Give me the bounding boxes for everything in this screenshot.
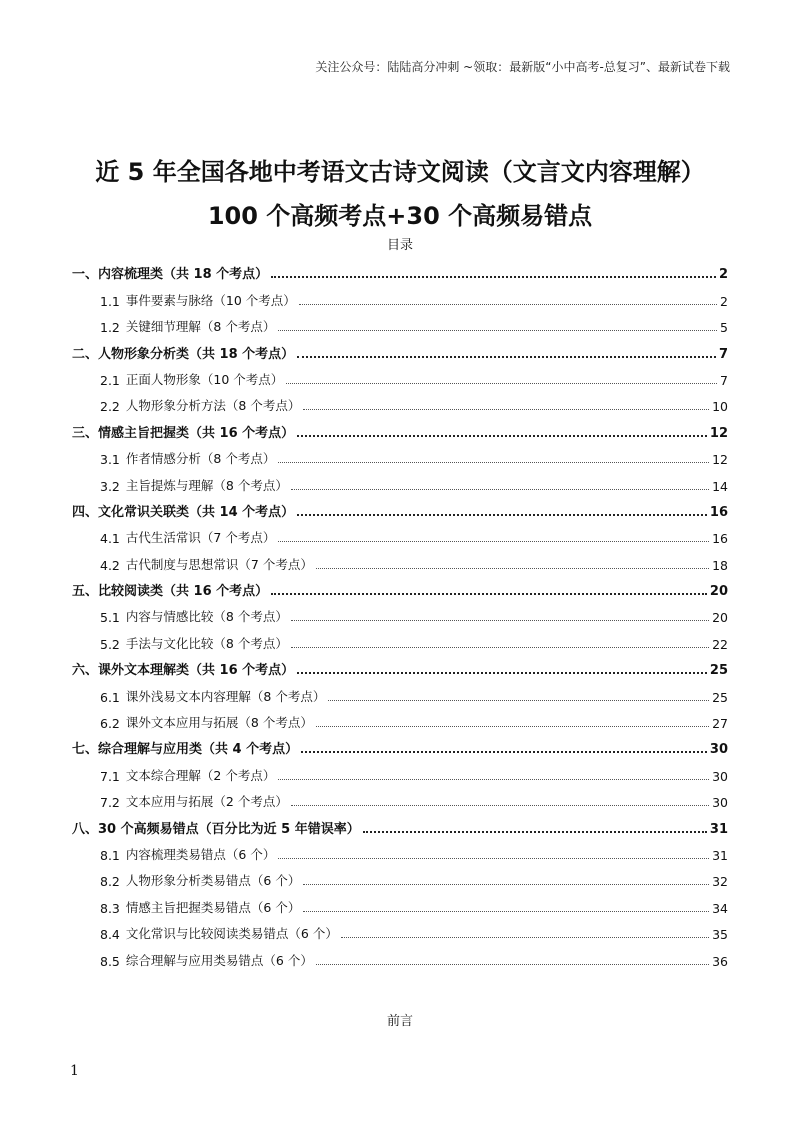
title-line-2: 100 个高频考点+30 个高频易错点 — [207, 202, 593, 230]
toc-entry-page: 5 — [720, 320, 728, 336]
toc-entry-title: 内容与情感比较（8 个考点） — [125, 609, 288, 625]
toc-subsection-entry[interactable] — [72, 784, 728, 810]
toc-subsection-entry[interactable] — [72, 467, 728, 493]
toc-entry-page: 36 — [712, 953, 728, 969]
toc-subsection-entry[interactable] — [72, 705, 728, 731]
toc-entry-title: 文化常识与比较阅读类易错点（6 个） — [125, 926, 338, 942]
document-title — [0, 150, 800, 238]
toc-entry-title: 人物形象分析方法（8 个考点） — [125, 398, 301, 414]
toc-section-entry[interactable] — [72, 731, 728, 757]
toc-entry-page: 18 — [712, 557, 728, 573]
toc-entry-page: 2 — [718, 267, 728, 283]
toc-section-entry[interactable] — [72, 573, 728, 599]
toc-subsection-entry[interactable] — [72, 889, 728, 915]
toc-dot-leader — [316, 568, 709, 569]
toc-section-entry[interactable] — [72, 494, 728, 520]
toc-entry-number: 6.2 — [100, 716, 120, 732]
toc-dot-leader — [278, 779, 709, 780]
toc-heading: 目录 — [386, 238, 413, 253]
toc-entry-number: 1.1 — [100, 293, 120, 309]
toc-section-entry[interactable] — [72, 810, 728, 836]
toc-entry-page: 7 — [718, 346, 728, 362]
toc-subsection-entry[interactable] — [72, 309, 728, 335]
toc-entry-title: 情感主旨把握类易错点（6 个） — [125, 899, 301, 915]
toc-entry-number: 4.1 — [100, 531, 120, 547]
toc-dot-leader — [341, 937, 709, 938]
toc-dot-leader — [316, 964, 709, 965]
toc-entry-page: 31 — [709, 821, 728, 837]
toc-entry-page: 34 — [712, 900, 728, 916]
toc-entry-number: 7.1 — [100, 768, 120, 784]
toc-entry-page: 31 — [712, 847, 728, 863]
toc-subsection-entry[interactable] — [72, 520, 728, 546]
toc-entry-page: 2 — [720, 293, 728, 309]
toc-dot-leader — [291, 620, 709, 621]
toc-entry-number: 1.2 — [100, 320, 120, 336]
toc-dot-leader — [328, 700, 709, 701]
toc-dot-leader — [271, 593, 707, 595]
toc-entry-number: 2.2 — [100, 399, 120, 415]
toc-entry-title: 一、内容梳理类（共 18 个考点） — [72, 267, 269, 283]
toc-section-entry[interactable] — [72, 335, 728, 361]
toc-dot-leader — [278, 541, 709, 542]
toc-entry-page: 30 — [709, 742, 728, 758]
toc-entry-title: 古代生活常识（7 个考点） — [125, 530, 276, 546]
toc-entry-title: 文本应用与拓展（2 个考点） — [125, 794, 288, 810]
page-number: 1 — [70, 1063, 79, 1079]
toc-entry-page: 20 — [709, 584, 728, 600]
toc-entry-number: 8.5 — [100, 953, 120, 969]
toc-entry-number: 4.2 — [100, 557, 120, 573]
toc-subsection-entry[interactable] — [72, 441, 728, 467]
toc-subsection-entry[interactable] — [72, 863, 728, 889]
toc-entry-page: 32 — [712, 874, 728, 890]
toc-subsection-entry[interactable] — [72, 599, 728, 625]
toc-entry-number: 2.1 — [100, 372, 120, 388]
toc-subsection-entry[interactable] — [72, 837, 728, 863]
toc-subsection-entry[interactable] — [72, 625, 728, 651]
toc-entry-title: 二、人物形象分析类（共 18 个考点） — [72, 346, 295, 362]
toc-entry-title: 七、综合理解与应用类（共 4 个考点） — [72, 742, 299, 758]
toc-dot-leader — [291, 805, 709, 806]
toc-entry-title: 主旨提炼与理解（8 个考点） — [125, 477, 288, 493]
toc-dot-leader — [297, 356, 716, 358]
toc-entry-number: 8.2 — [100, 874, 120, 890]
toc-entry-page: 7 — [720, 372, 728, 388]
toc-entry-number: 8.4 — [100, 927, 120, 943]
toc-dot-leader — [297, 435, 707, 437]
toc-entry-title: 正面人物形象（10 个考点） — [125, 371, 284, 387]
toc-dot-leader — [299, 304, 717, 305]
toc-entry-number: 6.1 — [100, 689, 120, 705]
toc-dot-leader — [278, 462, 709, 463]
toc-subsection-entry[interactable] — [72, 362, 728, 388]
toc-dot-leader — [303, 884, 709, 885]
toc-dot-leader — [291, 647, 709, 648]
toc-section-entry[interactable] — [72, 414, 728, 440]
toc-dot-leader — [278, 858, 709, 859]
toc-entry-title: 手法与文化比较（8 个考点） — [125, 635, 288, 651]
toc-dot-leader — [297, 672, 707, 674]
toc-entry-page: 10 — [712, 399, 728, 415]
toc-entry-title: 作者情感分析（8 个考点） — [125, 451, 276, 467]
toc-entry-number: 3.2 — [100, 478, 120, 494]
toc-entry-title: 人物形象分析类易错点（6 个） — [125, 873, 301, 889]
toc-entry-title: 关键细节理解（8 个考点） — [125, 319, 276, 335]
table-of-contents — [72, 256, 728, 969]
toc-entry-page: 12 — [709, 425, 728, 441]
toc-entry-number: 8.1 — [100, 847, 120, 863]
toc-entry-page: 22 — [712, 636, 728, 652]
toc-entry-title: 古代制度与思想常识（7 个考点） — [125, 556, 313, 572]
toc-entry-page: 20 — [712, 610, 728, 626]
toc-subsection-entry[interactable] — [72, 546, 728, 572]
toc-dot-leader — [303, 911, 709, 912]
toc-entry-page: 30 — [712, 768, 728, 784]
toc-entry-page: 16 — [709, 504, 728, 520]
toc-subsection-entry[interactable] — [72, 916, 728, 942]
toc-section-entry[interactable] — [72, 256, 728, 282]
toc-entry-number: 5.2 — [100, 636, 120, 652]
toc-entry-title: 文本综合理解（2 个考点） — [125, 767, 276, 783]
toc-section-entry[interactable] — [72, 652, 728, 678]
toc-entry-title: 六、课外文本理解类（共 16 个考点） — [72, 663, 295, 679]
toc-entry-page: 25 — [709, 663, 728, 679]
toc-entry-number: 7.2 — [100, 795, 120, 811]
toc-subsection-entry[interactable] — [72, 388, 728, 414]
toc-entry-page: 35 — [712, 927, 728, 943]
toc-entry-page: 16 — [712, 531, 728, 547]
toc-dot-leader — [291, 489, 709, 490]
toc-entry-page: 27 — [712, 716, 728, 732]
toc-dot-leader — [363, 831, 707, 833]
toc-subsection-entry[interactable] — [72, 282, 728, 308]
toc-subsection-entry[interactable] — [72, 678, 728, 704]
toc-entry-title: 四、文化常识关联类（共 14 个考点） — [72, 504, 295, 520]
title-line-1: 近 5 年全国各地中考语文古诗文阅读（文言文内容理解） — [95, 158, 705, 186]
toc-entry-title: 事件要素与脉络（10 个考点） — [125, 292, 296, 308]
toc-entry-title: 八、30 个高频易错点（百分比为近 5 年错误率） — [72, 821, 360, 837]
toc-entry-page: 14 — [712, 478, 728, 494]
foreword-heading: 前言 — [386, 1014, 413, 1029]
toc-entry-title: 三、情感主旨把握类（共 16 个考点） — [72, 425, 295, 441]
toc-dot-leader — [278, 330, 717, 331]
toc-entry-page: 25 — [712, 689, 728, 705]
toc-entry-page: 12 — [712, 452, 728, 468]
toc-entry-number: 5.1 — [100, 610, 120, 626]
toc-dot-leader — [271, 276, 716, 278]
toc-entry-title: 课外浅易文本内容理解（8 个考点） — [125, 688, 326, 704]
toc-dot-leader — [316, 726, 709, 727]
toc-subsection-entry[interactable] — [72, 757, 728, 783]
toc-entry-title: 内容梳理类易错点（6 个） — [125, 846, 276, 862]
toc-dot-leader — [297, 514, 707, 516]
toc-entry-title: 课外文本应用与拓展（8 个考点） — [125, 715, 313, 731]
header-note: 关注公众号：陆陆高分冲刺 ~领取：最新版“小中高考-总复习”、最新试卷下载 — [315, 60, 730, 74]
toc-entry-title: 综合理解与应用类易错点（6 个） — [125, 952, 313, 968]
toc-dot-leader — [286, 383, 717, 384]
toc-dot-leader — [303, 409, 709, 410]
toc-entry-page: 30 — [712, 795, 728, 811]
toc-subsection-entry[interactable] — [72, 942, 728, 968]
toc-dot-leader — [301, 751, 707, 753]
toc-entry-number: 8.3 — [100, 900, 120, 916]
toc-entry-number: 3.1 — [100, 452, 120, 468]
toc-entry-title: 五、比较阅读类（共 16 个考点） — [72, 584, 269, 600]
